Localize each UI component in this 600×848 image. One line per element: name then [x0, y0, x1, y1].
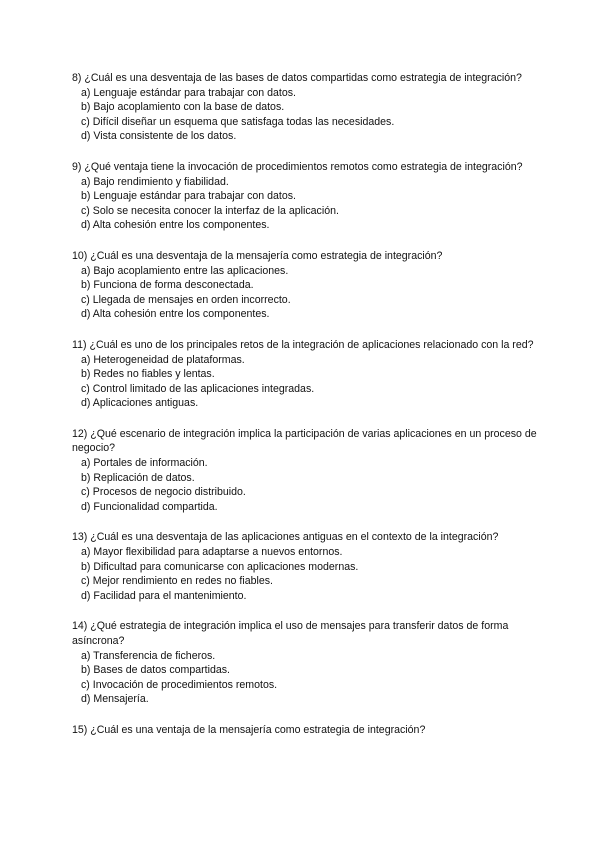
option-a: a) Lenguaje estándar para trabajar con datos.: [81, 86, 296, 99]
option-c: c) Llegada de mensajes en orden incorrecto.: [81, 293, 291, 306]
option-list: [72, 264, 542, 322]
document-page: [72, 71, 542, 754]
option-d: d) Vista consistente de los datos.: [81, 130, 237, 143]
option-c: c) Mejor rendimiento en redes no fiables.: [81, 575, 273, 588]
option-a: a) Mayor flexibilidad para adaptarse a nuevos entornos.: [81, 546, 343, 559]
option-b: b) Bases de datos compartidas.: [81, 664, 230, 677]
option-c: c) Control limitado de las aplicaciones integradas.: [81, 382, 315, 395]
option-list: [72, 649, 542, 707]
option-d: d) Alta cohesión entre los componentes.: [81, 219, 270, 232]
question-9: [72, 160, 542, 233]
option-b: b) Lenguaje estándar para trabajar con datos.: [81, 190, 296, 203]
question-text: 10) ¿Cuál es una desventaja de la mensajería como estrategia de integración?: [72, 249, 443, 262]
question-text: 11) ¿Cuál es uno de los principales retos de la integración de aplicaciones relacionado con la red?: [72, 338, 534, 351]
option-list: [72, 456, 542, 514]
option-c: c) Procesos de negocio distribuido.: [81, 486, 246, 499]
option-b: b) Replicación de datos.: [81, 471, 195, 484]
option-c: c) Solo se necesita conocer la interfaz de la aplicación.: [81, 204, 339, 217]
question-text: 15) ¿Cuál es una ventaja de la mensajería como estrategia de integración?: [72, 723, 426, 736]
question-12: [72, 427, 542, 515]
option-d: d) Facilidad para el mantenimiento.: [81, 589, 247, 602]
option-c: c) Difícil diseñar un esquema que satisfaga todas las necesidades.: [81, 115, 395, 128]
question-13: [72, 530, 542, 603]
option-a: a) Portales de información.: [81, 457, 208, 470]
option-d: d) Mensajería.: [81, 693, 149, 706]
option-a: a) Transferencia de ficheros.: [81, 649, 216, 662]
option-list: [72, 86, 542, 144]
question-8: [72, 71, 542, 144]
question-15: [72, 723, 542, 738]
option-b: b) Bajo acoplamiento con la base de datos.: [81, 101, 285, 114]
option-b: b) Funciona de forma desconectada.: [81, 279, 254, 292]
option-list: [72, 353, 542, 411]
option-d: d) Funcionalidad compartida.: [81, 500, 218, 513]
option-d: d) Aplicaciones antiguas.: [81, 397, 199, 410]
question-11: [72, 338, 542, 411]
option-a: a) Bajo acoplamiento entre las aplicaciones.: [81, 264, 289, 277]
option-list: [72, 545, 542, 603]
question-10: [72, 249, 542, 322]
question-text: 14) ¿Qué estrategia de integración implica el uso de mensajes para transferir datos de forma asíncrona?: [72, 620, 509, 647]
option-list: [72, 175, 542, 233]
option-b: b) Dificultad para comunicarse con aplicaciones modernas.: [81, 560, 359, 573]
option-a: a) Bajo rendimiento y fiabilidad.: [81, 175, 229, 188]
question-text: 9) ¿Qué ventaja tiene la invocación de procedimientos remotos como estrategia de integración?: [72, 160, 523, 173]
option-c: c) Invocación de procedimientos remotos.: [81, 678, 278, 691]
option-d: d) Alta cohesión entre los componentes.: [81, 308, 270, 321]
question-text: 8) ¿Cuál es una desventaja de las bases de datos compartidas como estrategia de integración?: [72, 72, 522, 84]
question-text: 13) ¿Cuál es una desventaja de las aplicaciones antiguas en el contexto de la integración?: [72, 531, 499, 544]
question-text: 12) ¿Qué escenario de integración implica la participación de varias aplicaciones en un proceso de negocio?: [72, 427, 537, 455]
option-a: a) Heterogeneidad de plataformas.: [81, 353, 245, 366]
question-14: [72, 619, 542, 707]
option-b: b) Redes no fiables y lentas.: [81, 368, 215, 381]
